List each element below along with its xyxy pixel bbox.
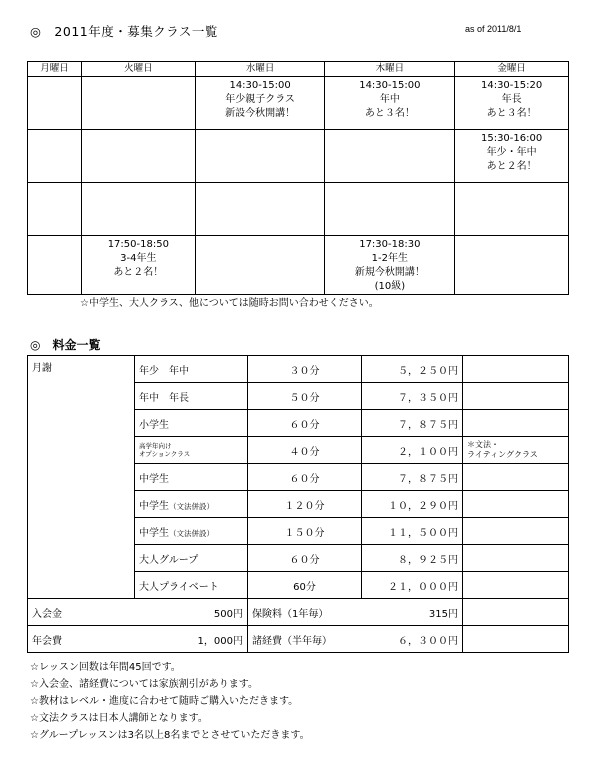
fee-label: 小学生 bbox=[135, 410, 248, 437]
schedule-cell bbox=[28, 77, 82, 130]
schedule-cell bbox=[325, 130, 455, 183]
class-entry-line: 17:50-18:50 bbox=[107, 239, 169, 250]
fee-note bbox=[463, 599, 569, 626]
schedule-header-row bbox=[28, 62, 569, 77]
fees-table bbox=[27, 355, 569, 653]
class-entry-line: 17:30-18:30 bbox=[359, 239, 421, 250]
fee-label: 年少 年中 bbox=[135, 356, 248, 383]
fee-price: ７，８７５円 bbox=[362, 464, 463, 491]
fee-label: 中学生 bbox=[135, 464, 248, 491]
fee-duration: １５０分 bbox=[248, 518, 362, 545]
class-entry-line: 年少親子クラス bbox=[225, 94, 295, 105]
fee-note bbox=[463, 464, 569, 491]
fee-price: ８，９２５円 bbox=[362, 545, 463, 572]
class-entry bbox=[196, 77, 325, 121]
class-entry-line: (10級) bbox=[374, 281, 406, 292]
misc-fee-cell bbox=[248, 626, 463, 653]
insurance-label: 保険料（1年毎） bbox=[252, 608, 329, 620]
fee-duration: ５０分 bbox=[248, 383, 362, 410]
schedule-cell bbox=[455, 130, 569, 183]
schedule-cell bbox=[325, 77, 455, 130]
schedule-cell bbox=[28, 183, 82, 236]
schedule-cell bbox=[81, 77, 195, 130]
note-item: ☆教材はレベル・進度に合わせて随時ご購入いただきます。 bbox=[30, 696, 299, 707]
page-title: ◎ 2011年度・募集クラス一覧 bbox=[30, 24, 218, 39]
note-item: ☆レッスン回数は年間45回です。 bbox=[30, 662, 181, 673]
class-entry-line: 14:30-15:00 bbox=[229, 80, 291, 91]
insurance-cell bbox=[248, 599, 463, 626]
class-entry-line: 14:30-15:20 bbox=[480, 80, 543, 91]
class-entry-line: 年長 bbox=[501, 94, 522, 105]
class-entry bbox=[455, 77, 568, 121]
class-entry-line: あと２名！ bbox=[113, 267, 164, 278]
schedule-cell bbox=[325, 183, 455, 236]
class-entry-line: あと３名！ bbox=[486, 108, 537, 119]
fees-title: ◎ 料金一覧 bbox=[30, 338, 101, 352]
annual-fee-cell bbox=[28, 626, 248, 653]
fee-duration: ６０分 bbox=[248, 545, 362, 572]
fee-note bbox=[463, 572, 569, 599]
schedule-row bbox=[28, 77, 569, 130]
fee-label-line1: 高学年向け bbox=[139, 442, 172, 450]
fee-label: 年中 年長 bbox=[135, 383, 248, 410]
fee-price: １０，２９０円 bbox=[362, 491, 463, 518]
fee-row bbox=[28, 356, 569, 383]
fee-note bbox=[463, 356, 569, 383]
fee-label: 大人プライベート bbox=[135, 572, 248, 599]
day-header: 月曜日 bbox=[28, 62, 82, 77]
class-entry-line: 14:30-15:00 bbox=[359, 80, 421, 91]
day-header: 金曜日 bbox=[455, 62, 569, 77]
fee-label bbox=[135, 437, 248, 464]
schedule-row bbox=[28, 183, 569, 236]
fee-note bbox=[463, 518, 569, 545]
insurance-value: 315円 bbox=[428, 608, 458, 620]
class-entry-line: 1-2年生 bbox=[371, 253, 408, 264]
day-header: 水曜日 bbox=[195, 62, 325, 77]
schedule-cell bbox=[455, 183, 569, 236]
schedule-cell bbox=[195, 77, 325, 130]
fee-duration: ６０分 bbox=[248, 464, 362, 491]
annual-fee-value: 1，000円 bbox=[197, 635, 243, 647]
schedule-row bbox=[28, 130, 569, 183]
as-of-date: as of 2011/8/1 bbox=[465, 24, 522, 34]
fee-note bbox=[463, 626, 569, 653]
schedule-cell bbox=[195, 183, 325, 236]
fee-note-line1: ＊文法・ bbox=[467, 440, 499, 449]
class-entry-line: 年中 bbox=[379, 94, 400, 105]
day-header: 火曜日 bbox=[81, 62, 195, 77]
fee-label-main: 中学生 bbox=[139, 527, 169, 539]
class-entry-line: あと２名！ bbox=[486, 161, 537, 172]
fee-label bbox=[135, 491, 248, 518]
class-entry bbox=[82, 236, 195, 280]
schedule-cell bbox=[455, 236, 569, 295]
note-item: ☆文法クラスは日本人講師となります。 bbox=[30, 713, 208, 724]
annual-fee-row bbox=[28, 626, 569, 653]
fee-price: ７，８７５円 bbox=[362, 410, 463, 437]
fee-price: ５，２５０円 bbox=[362, 356, 463, 383]
class-entry bbox=[455, 130, 568, 174]
class-entry-line: 新設今秋開講！ bbox=[225, 108, 296, 119]
class-entry-line: 年少・年中 bbox=[486, 147, 537, 158]
fee-label-sub: （文法併設） bbox=[169, 528, 214, 538]
class-entry bbox=[325, 236, 454, 294]
class-entry bbox=[325, 77, 454, 121]
fee-duration: ３０分 bbox=[248, 356, 362, 383]
fee-note bbox=[463, 383, 569, 410]
fee-label-line2: オプションクラス bbox=[139, 450, 191, 458]
schedule-cell bbox=[81, 183, 195, 236]
fee-price: １１，５００円 bbox=[362, 518, 463, 545]
annual-fee-label: 年会費 bbox=[32, 635, 62, 647]
schedule-cell bbox=[81, 236, 195, 295]
schedule-cell bbox=[28, 130, 82, 183]
class-entry-line: 15:30-16:00 bbox=[480, 133, 543, 144]
schedule-table bbox=[27, 61, 569, 295]
schedule-cell bbox=[195, 236, 325, 295]
fee-duration: ４０分 bbox=[248, 437, 362, 464]
notes-list bbox=[30, 659, 310, 744]
fee-note bbox=[463, 491, 569, 518]
class-entry-line: 新規今秋開講！ bbox=[354, 267, 425, 278]
schedule-note: ☆中学生、大人クラス、他については随時お問い合わせください。 bbox=[80, 298, 379, 309]
fee-label: 大人グループ bbox=[135, 545, 248, 572]
entry-fee-label: 入会金 bbox=[32, 608, 62, 620]
note-item: ☆グループレッスンは3名以上8名までとさせていただきます。 bbox=[30, 730, 310, 741]
entry-fee-row bbox=[28, 599, 569, 626]
day-header: 木曜日 bbox=[325, 62, 455, 77]
class-entry-line: 3-4年生 bbox=[120, 253, 157, 264]
fee-note-line2: ライティングクラス bbox=[467, 450, 538, 459]
entry-fee-value: 500円 bbox=[213, 608, 243, 620]
misc-fee-value: ６，３００円 bbox=[398, 635, 458, 647]
fee-duration: １２０分 bbox=[248, 491, 362, 518]
fee-price: ２１，０００円 bbox=[362, 572, 463, 599]
fee-label bbox=[135, 518, 248, 545]
schedule-row bbox=[28, 236, 569, 295]
fee-price: ２，１００円 bbox=[362, 437, 463, 464]
class-entry-line: あと３名！ bbox=[364, 108, 415, 119]
schedule-cell bbox=[455, 77, 569, 130]
schedule-cell bbox=[325, 236, 455, 295]
misc-fee-label: 諸経費（半年毎） bbox=[252, 635, 332, 647]
schedule-cell bbox=[28, 236, 82, 295]
fee-note bbox=[463, 410, 569, 437]
fee-note bbox=[463, 545, 569, 572]
fee-duration: ６０分 bbox=[248, 410, 362, 437]
fee-duration: 60分 bbox=[248, 572, 362, 599]
fee-category: 月謝 bbox=[28, 356, 135, 599]
schedule-cell bbox=[81, 130, 195, 183]
note-item: ☆入会金、諸経費については家族割引があります。 bbox=[30, 679, 258, 690]
fee-label-main: 中学生 bbox=[139, 500, 169, 512]
schedule-cell bbox=[195, 130, 325, 183]
fee-note bbox=[463, 437, 569, 464]
entry-fee-cell bbox=[28, 599, 248, 626]
fee-price: ７，３５０円 bbox=[362, 383, 463, 410]
fee-label-sub: （文法併設） bbox=[169, 501, 214, 511]
